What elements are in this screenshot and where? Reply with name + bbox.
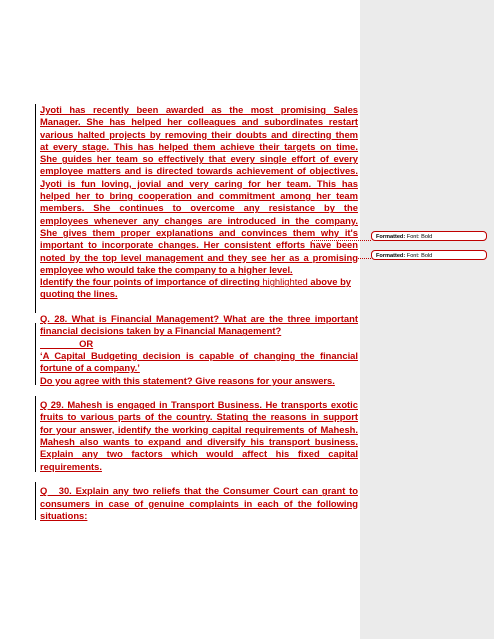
- revision-bar: [35, 104, 36, 313]
- text-line: various halted projects by removing their doubts and directing them: [40, 128, 358, 140]
- revision-bar: [35, 482, 36, 520]
- revision-bar: [35, 323, 36, 385]
- text-line: consumers in case of genuine complaints in each of the following: [40, 497, 358, 509]
- text-line: [40, 276, 358, 288]
- text-line: quoting the lines.: [40, 288, 118, 300]
- formatting-comment[interactable]: [371, 231, 487, 241]
- paragraph-gap: [40, 387, 358, 399]
- comment-label: Formatted:: [376, 253, 406, 259]
- text-line: noted by the top level management and they see her as a promising: [40, 251, 358, 263]
- text-run: above by: [307, 276, 352, 288]
- text-line: Q 30. Explain any two reliefs that the Consumer Court can grant to: [40, 485, 358, 497]
- text-line: Q. 28. What is Financial Management? What are the three important: [40, 313, 358, 325]
- text-line: She gives them proper explanations and convinces them why it's: [40, 226, 358, 238]
- comment-leader: [312, 240, 371, 241]
- document-body: [40, 104, 358, 522]
- comment-label: Formatted:: [376, 234, 406, 240]
- text-line: fruits to various parts of the country. Stating the reasons in support: [40, 411, 358, 423]
- text-line: situations:: [40, 509, 88, 521]
- text-line: Explain any two factors which would affect his fixed capital: [40, 448, 358, 460]
- question-28: [40, 313, 358, 387]
- text-line: members. She continues to overcome any resistance by the: [40, 202, 358, 214]
- text-line: employees whenever any changes are introduced in the company.: [40, 214, 358, 226]
- text-line: important to incorporate changes. Her consistent efforts have been: [40, 239, 358, 251]
- text-line: She guides her team so effectively that every single effort of every: [40, 153, 358, 165]
- paragraph-jyoti: [40, 104, 358, 301]
- text-line: at every stage. This has helped them achieve their targets on time.: [40, 140, 358, 152]
- highlighted-word: highlighted: [262, 276, 308, 288]
- text-line: employee who would take the company to a higher level.: [40, 263, 293, 275]
- paragraph-gap: [40, 301, 358, 313]
- formatting-comment[interactable]: [371, 250, 487, 260]
- text-line: fortune of a company.’: [40, 362, 140, 374]
- text-line: Mahesh also wants to expand and diversify his transport business.: [40, 436, 358, 448]
- revision-bar: [35, 396, 36, 472]
- text-run: Identify the four points of importance of directing: [40, 276, 263, 288]
- text-line: employee matters and is directed towards achievement of objectives.: [40, 165, 358, 177]
- comment-value: Font: Bold: [406, 253, 433, 259]
- question-30: [40, 485, 358, 522]
- text-line: financial decisions taken by a Financial Management?: [40, 325, 282, 337]
- text-line: for your answer, identify the working capital requirements of Mahesh.: [40, 423, 358, 435]
- text-line: Do you agree with this statement? Give reasons for your answers.: [40, 374, 335, 386]
- text-line: Jyoti is fun loving, jovial and very caring for her team. This has: [40, 177, 358, 189]
- text-line: requirements.: [40, 460, 102, 472]
- comment-value: Font: Bold: [406, 234, 433, 240]
- paragraph-gap: [40, 473, 358, 485]
- question-29: [40, 399, 358, 473]
- text-line: ‘A Capital Budgeting decision is capable of changing the financial: [40, 349, 358, 361]
- text-line: OR: [40, 337, 94, 349]
- text-line: Q 29. Mahesh is engaged in Transport Business. He transports exotic: [40, 399, 358, 411]
- text-line: Manager. She has helped her colleagues and subordinates restart: [40, 116, 358, 128]
- text-line: Jyoti has recently been awarded as the most promising Sales: [40, 104, 358, 115]
- comment-leader: [356, 258, 371, 259]
- text-line: helped her to bring cooperation and commitment among her team: [40, 190, 358, 202]
- markup-pane: [360, 0, 494, 639]
